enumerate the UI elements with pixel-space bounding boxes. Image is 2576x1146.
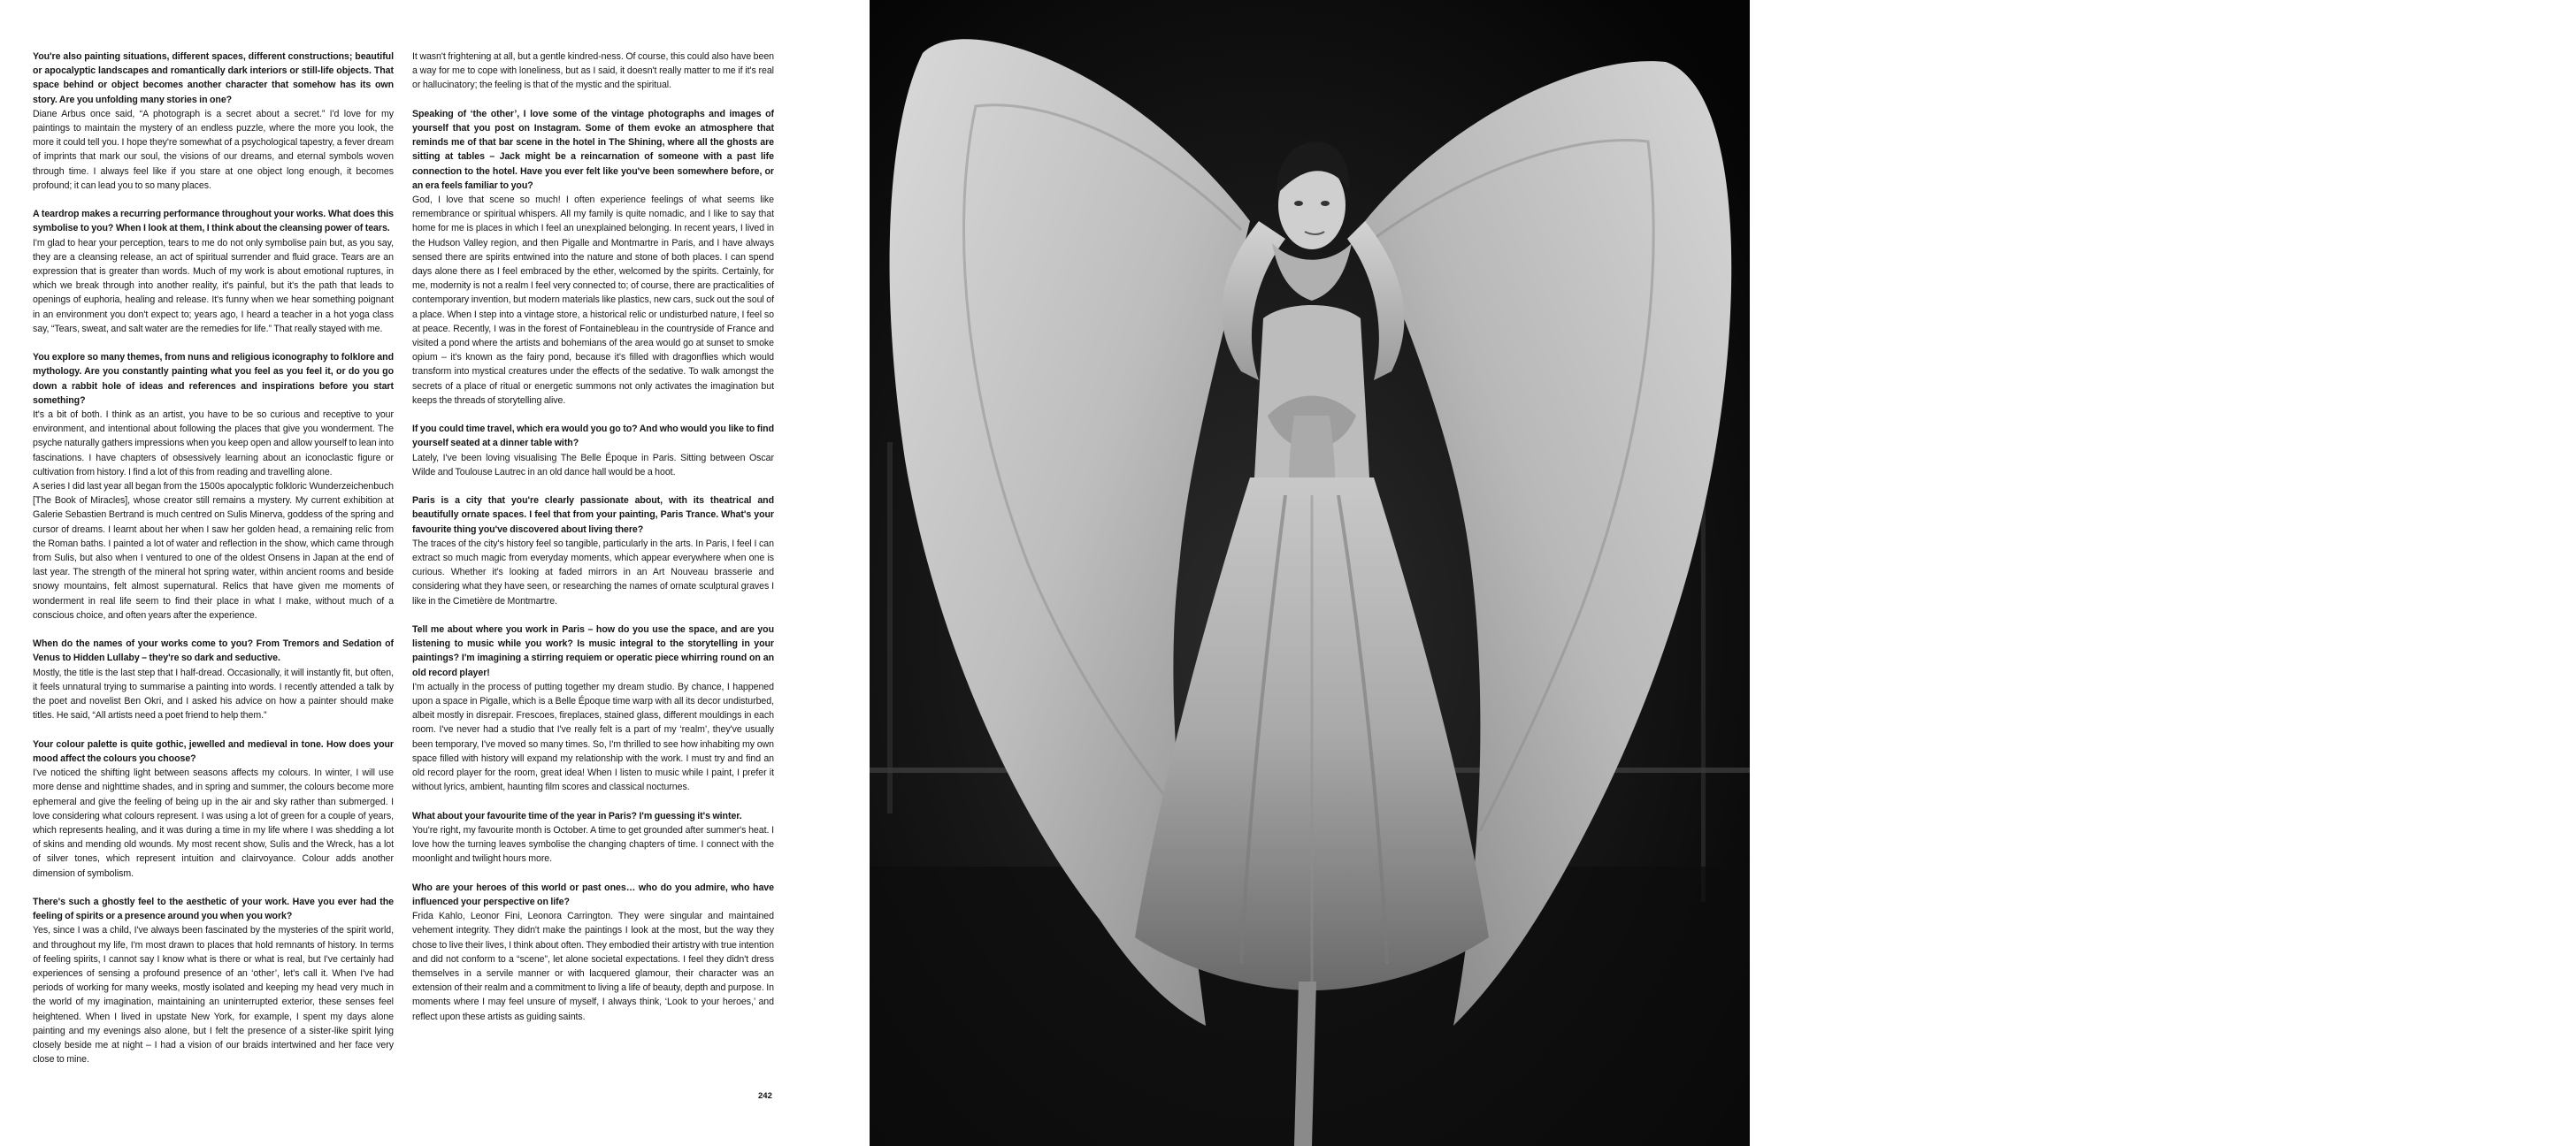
qa-block [412, 809, 774, 867]
question: There's such a ghostly feel to the aesthetic of your work. Have you ever had the feeling of spirits or a presence around you when you work? [33, 896, 394, 922]
question: Tell me about where you work in Paris – how do you use the space, and are you listening to music while you work? Is music integral to the storytelling in your paintings? I'm imagining a stirring requiem or operatic piece whirring round on an old record player! [412, 624, 774, 678]
credit-designer-name: ANDREA MARY MARSHALL [1837, 1101, 1885, 1130]
answer-paragraph: It's a bit of both. I think as an artist, you have to be so curious and receptive to your environment, and intentional about following the places that give you wonderment. The psyche naturally gathers impressions when you keep open and allow yourself to lean into fascinations. I have chapters of obsessively learning about an iconoclastic figure or cultivation from history. I find a lot of this from reading and travelling alone. [33, 409, 394, 478]
qa-block [33, 350, 394, 623]
answer-paragraph: I'm glad to hear your perception, tears to me do not only symbolise pain but, as you say, they are a cleansing release, an act of spiritual surrender and fluid grace. Tears are an expression that is greater than words. Much of my work is about emotional ruptures, in which we break through into another reality, it's painful, but it's the path that leads to openings of euphoria, healing and release. It's funny when we hear something poignant in an environment you don't expect to; years ago, I heard a teacher in a hot yoga class say, “Tears, sweat, and salt water are the remedies for life.” That really stayed with me. [33, 237, 394, 334]
right-page [870, 0, 2576, 1146]
answer-paragraph: I'm actually in the process of putting together my dream studio. By chance, I happened upon a space in Pigalle, which is a Belle Époque time warp with all its decor undisturbed, albeit mostly in disrepair. Frescoes, fireplaces, stained glass, different mouldings in each room. I've never had a studio that I've really felt is a part of my ‘realm’, they've usually been temporary, I've moved so many times. So, I'm thrilled to see how inhabiting my own space filled with history will expand my relationship with the work. I must try and find an old record player for the room, great idea! When I listen to music while I paint, I prefer it without lyrics, ambient, haunting film scores and classical nocturnes. [412, 681, 774, 793]
text-column-2 [412, 50, 774, 1038]
qa-block [33, 637, 394, 722]
answer-paragraph: I've noticed the shifting light between seasons affects my colours. In winter, I will use more dense and nighttime shades, and in spring and summer, the colours become more ephemeral and give the feeling of being up in the air and sky rather than submerged. I love considering what colours represent. I was using a lot of green for a couple of years, which represents healing, and it was during a time in my life where I was shedding a lot of skins and mending old wounds. My most recent show, Sulis and the Wreck, has a lot of silver tones, which represent intuition and clairvoyance. Colour adds another dimension of symbolism. [33, 768, 394, 879]
question: You explore so many themes, from nuns and religious iconography to folklore and mythology. Are you constantly painting what you feel as you feel it, or do you go down a rabbit hole of ideas and references and inspirations before you start something? [33, 352, 394, 406]
answer-paragraph: It wasn't frightening at all, but a gentle kindred-ness. Of course, this could also have been a way for me to cope with loneliness, but as I said, it doesn't really matter to me if it's real or hallucinatory; the feeling is that of the mystic and the spiritual. [412, 51, 774, 91]
question: When do the names of your works come to you? From Tremors and Sedation of Venus to Hidden Lullaby – they're so dark and seductive. [33, 638, 394, 664]
answer-paragraph: The traces of the city's history feel so tangible, particularly in the arts. In Paris, I feel I can extract so much magic from everyday moments, which appear everywhere when one is curious. Whether it's looking at faded mirrors in an Art Nouveau brasserie and considering what they have seen, or researching the names of ornate sculptural graves I like in the Cimetière de Montmartre. [412, 538, 774, 607]
qa-block [412, 50, 774, 93]
qa-block [412, 623, 774, 794]
qa-block [33, 50, 394, 193]
photo-credit [1837, 1091, 1884, 1130]
answer-paragraph: Frida Kahlo, Leonor Fini, Leonora Carrington. They were singular and maintained vehement integrity. They didn't make the paintings I look at the most, but the way they chose to live their lives, I think about often. They embodied their artistry with true intention and did not conform to a “scene”, let alone societal expectations. I feel they didn't dress themselves in a servile manner or with lacquered glamour, their character was an extension of their realm and a commitment to living a life of beauty, depth and purpose. In moments where I may feel unsure of myself, I always think, ‘Look to your heroes,’ and reflect upon these artists as guiding saints. [412, 911, 774, 1022]
qa-block [33, 895, 394, 1066]
credit-prefix: Dress [1837, 1091, 1859, 1101]
question: If you could time travel, which era would you go to? And who would you like to find yourself seated at a dinner table with? [412, 424, 774, 449]
answer-paragraph: Lately, I've been loving visualising The Belle Époque in Paris. Sitting between Oscar Wilde and Toulouse Lautrec in an old dance hall would be a hoot. [412, 452, 774, 478]
qa-block [33, 207, 394, 336]
qa-block [412, 107, 774, 408]
question: Speaking of ‘the other’, I love some of the vintage photographs and images of yourself that you post on Instagram. Some of them evoke an atmosphere that reminds me of that bar scene in the hotel in The Shining, where all the ghosts are sitting at tables – Jack might be a reincarnation of someone with a past life connection to the hotel. Have you ever felt like you've been somewhere before, or an era feels familiar to you? [412, 108, 774, 191]
text-column-1 [33, 50, 394, 1081]
answer-paragraph: Mostly, the title is the last step that I half-dread. Occasionally, it will instantly fit, but often, it feels unnatural trying to summarise a painting into words. I recently attended a talk by the poet and novelist Ben Okri, and I asked his advice on how a painter should make titles. He said, “All artists need a poet friend to help them.” [33, 667, 394, 722]
answer-paragraph: A series I did last year all began from the 1500s apocalyptic folkloric Wunderzeichenbuch [The Book of Miracles], whose creator still remains a mystery. My current exhibition at Galerie Sebastien Bertrand is much centred on Sulis Minerva, goddess of the spring and cursor of dreams. I learnt about her when I saw her golden head, a remaining relic from the Roman baths. I painted a lot of water and reflection in the show, which came through from Sulis, but also when I ventured to one of the oldest Onsens in Japan at the end of last year. The strength of the mineral hot spring water, within ancient rooms and beside snowy mountains, felt almost supernatural. Relics that have given me moments of wonderment in real life seem to find their place in what I make, without much of a conscious choice, and often years after the experience. [33, 481, 394, 621]
qa-block [33, 737, 394, 881]
left-page [0, 0, 870, 1146]
page-number-right: 243 [2562, 1091, 2576, 1101]
question: Who are your heroes of this world or past ones… who do you admire, who have influenced your perspective on life? [412, 882, 774, 907]
answer-paragraph: You're right, my favourite month is October. A time to get grounded after summer's heat. I love how the turning leaves symbolise the changing chapters of time. I connect with the moonlight and twilight hours more. [412, 824, 774, 865]
question: A teardrop makes a recurring performance throughout your works. What does this symbolise to you? When I look at them, I think about the cleansing power of tears. [33, 209, 394, 234]
qa-block [412, 422, 774, 479]
answer-paragraph: God, I love that scene so much! I often experience feelings of what seems like remembrance or spiritual whispers. All my family is quite nomadic, and I like to say that home for me is places in which I feel an unexplained belonging. In recent years, I lived in the Hudson Valley region, and then Pigalle and Montmartre in Paris, and I have always sensed there are spirits entwined into the nature and stone of both places. I can spend days alone there as I feel embraced by the ether, welcomed by the spirits. Certainly, for me, modernity is not a realm I feel very connected to; of course, there are practicalities of contemporary invention, but modern materials like plastics, new cars, suck out the soul of a place. When I step into a vintage store, a historical relic or undisturbed nature, I feel so at peace. Recently, I was in the forest of Fontainebleau in the countryside of France and visited a pond where the artists and bohemians of the area would go at sunset to smoke opium – it's known as the fairy pond, because it's filled with dragonflies which would transform into mystical creatures under the effects of the sedative. To walk amongst the secrets of a place of ritual or energetic summons not only activates the imagination but keeps the threads of storytelling alive. [412, 195, 774, 406]
answer-paragraph: Diane Arbus once said, “A photograph is a secret about a secret.” I'd love for my paintings to maintain the mystery of an endless puzzle, where the more you look, the more it could tell you. I hope they're somewhat of a psychological tapestry, a fever dream of imprints that mark our soul, the visions of our dreams, and eternal symbols woven through time. I always feel like if you stare at one object long enough, it becomes profound; it can lead you to so many places. [33, 108, 394, 191]
answer-paragraph: Yes, since I was a child, I've always been fascinated by the mysteries of the spirit world, and throughout my life, I'm most drawn to places that hold remnants of history. In terms of feeling spirits, I cannot say I know what is there or what is real, but I've certainly had experiences of sensing a profound presence of an ‘other’, let's call it. When I've had periods of working for many weeks, mostly isolated and keeping my head very much in the world of my imagination, maintaining an uninterrupted exterior, these senses feel heightened. When I lived in upstate New York, for example, I spent my days alone painting and my evenings also alone, but I felt the presence of a sister-like spirit lying closely beside me at night – I had a vision of our braids intertwined and her face very close to mine. [33, 925, 394, 1066]
question: You're also painting situations, different spaces, different constructions; beautiful or apocalyptic landscapes and romantically dark interiors or still-life objects. That space behind or object becomes another character that somehow has its own story. Are you unfolding many stories in one? [33, 51, 394, 105]
question: Your colour palette is quite gothic, jewelled and medieval in tone. How does your mood affect the colours you choose? [33, 738, 394, 764]
question: What about your favourite time of the year in Paris? I'm guessing it's winter. [412, 810, 742, 821]
page-number-left: 242 [758, 1091, 772, 1101]
fashion-photo [870, 0, 1750, 1146]
question: Paris is a city that you're clearly passionate about, with its theatrical and beautifully ornate spaces. I feel that from your painting, Paris Trance. What's your favourite thing you've discovered about living there? [412, 495, 774, 535]
qa-block [412, 493, 774, 608]
qa-block [412, 881, 774, 1024]
